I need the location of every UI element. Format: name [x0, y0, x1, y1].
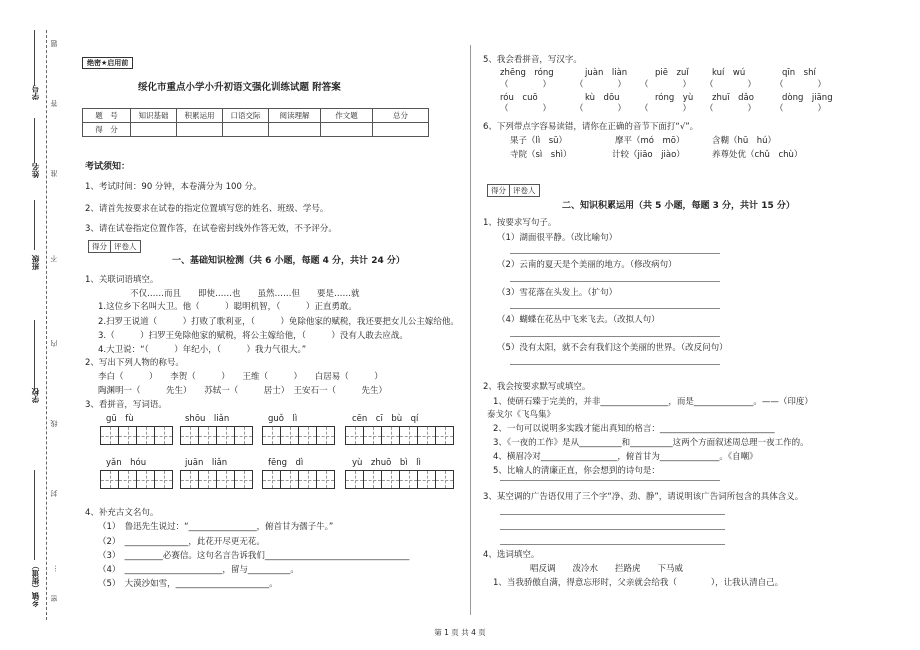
- q5-pinyin: róng yù: [655, 93, 694, 103]
- char-cell[interactable]: [298, 470, 317, 489]
- score-header-cell: 作文题: [321, 109, 373, 123]
- char-grid[interactable]: [345, 470, 453, 489]
- char-cell[interactable]: [280, 470, 299, 489]
- score-header-cell: 阅读理解: [269, 109, 321, 123]
- s2q3-head: 3、某空调的广告语仅用了三个字“净、劲、静”，请说明该广告词所包含的具体含义。: [483, 492, 804, 502]
- answer-paren[interactable]: （ ）: [500, 104, 552, 114]
- notice-heading: 考试须知：: [85, 162, 131, 172]
- char-cell[interactable]: [100, 470, 119, 489]
- s1q4-line: （2） _______________，此花开尽更无花。: [98, 537, 265, 547]
- label-xingming: 姓名: [31, 163, 40, 178]
- pinyin-label: guǒ lì: [268, 414, 298, 424]
- score-header-cell: 知识基础: [131, 109, 177, 123]
- dash-char: 内: [50, 340, 58, 347]
- score-input-cell[interactable]: [373, 123, 429, 137]
- s2q1-item: （2）云南的夏天是个美丽的地方。（修改病句）: [497, 260, 677, 270]
- xingming-blank[interactable]: [34, 118, 35, 163]
- q5-pinyin: zhēng róng: [500, 68, 554, 78]
- secret-badge: 绝密★启用前: [82, 57, 133, 69]
- char-cell[interactable]: [234, 470, 253, 489]
- score-header-cell: 总分: [373, 109, 429, 123]
- answer-paren[interactable]: （ ）: [775, 80, 827, 90]
- notice-item: 3、请在试卷指定位置作答，在试卷密封线外作答无效，不予评分。: [85, 224, 337, 234]
- grader-score-label: 得分: [491, 186, 506, 195]
- q6-item[interactable]: 养尊处优（chǔ chù）: [712, 150, 803, 160]
- answer-paren[interactable]: （ ）: [705, 104, 757, 114]
- q6-item[interactable]: 寺院（sì shì）: [510, 150, 572, 160]
- s2q1-item: （4）蝴蝶在花丛中飞来飞去。（改拟人句）: [497, 315, 660, 325]
- answer-line[interactable]: [500, 480, 720, 481]
- s1q4-line: （4） _______________________，留与__________。: [98, 565, 299, 575]
- q5-head: 5、我会看拼音，写汉字。: [483, 55, 582, 65]
- s2q1-item: （5）没有太阳，就不会有我们这个美丽的世界。（改反问句）: [497, 343, 728, 353]
- answer-line[interactable]: [510, 281, 720, 282]
- grader-reviewer-label: 评卷人: [509, 185, 539, 196]
- pinyin-label: gū fù: [106, 414, 134, 424]
- char-cell[interactable]: [381, 470, 400, 489]
- char-cell[interactable]: [216, 470, 235, 489]
- s2q2-line: 1、使研石臻于完美的，并非________________，而是______________。——（印度）: [493, 397, 813, 407]
- char-cell[interactable]: [154, 426, 173, 445]
- s2q1-head: 1、按要求写句子。: [483, 218, 557, 228]
- s2q2-line: 4、横眉冷对__________________，俯首甘为______________。《自嘲》: [493, 452, 758, 462]
- char-cell[interactable]: [154, 470, 173, 489]
- label-xuexiao: 学校: [31, 388, 40, 403]
- q6-item[interactable]: 摩平（mó mō）: [615, 136, 685, 146]
- s1q1-words: 不仅……而且 即使……也 虽然……但 要是……就: [130, 289, 360, 299]
- char-cell[interactable]: [435, 470, 454, 489]
- s2q2-line: 2、一句可以说明多实践才能出真知的格言：___________________________: [493, 424, 775, 434]
- score-input-cell[interactable]: [223, 123, 269, 137]
- grader-box: [487, 184, 540, 197]
- binding-sidebar: [0, 0, 62, 650]
- answer-line[interactable]: [510, 364, 720, 365]
- char-grid[interactable]: [180, 470, 252, 489]
- score-input-cell[interactable]: [177, 123, 223, 137]
- q6-item[interactable]: 含糊（hū hú）: [712, 136, 777, 146]
- dash-char: 不: [50, 255, 58, 262]
- s2q1-item: （1）湖面很平静。（改比喻句）: [497, 233, 618, 243]
- score-row-header: [83, 109, 429, 123]
- answer-line[interactable]: [500, 544, 725, 545]
- score-header-cell: 题 号: [83, 109, 131, 123]
- s2q1-item: （3）雪花落在头发上。（扩句）: [497, 288, 618, 298]
- answer-line[interactable]: [500, 514, 725, 515]
- char-grid[interactable]: [262, 470, 334, 489]
- char-cell[interactable]: [417, 470, 436, 489]
- char-cell[interactable]: [381, 426, 400, 445]
- score-input-cell[interactable]: [269, 123, 321, 137]
- char-cell[interactable]: [118, 426, 137, 445]
- q5-pinyin: róu cuō: [500, 93, 538, 103]
- dash-char: 准: [50, 170, 58, 177]
- char-cell[interactable]: [363, 470, 382, 489]
- answer-line[interactable]: [500, 529, 725, 530]
- s1q2-row: 李白（ ） 李贺（ ） 王维（ ） 白居易（ ）: [98, 372, 383, 382]
- q6-item[interactable]: 果子（lì sū）: [510, 136, 568, 146]
- char-grid[interactable]: [180, 426, 252, 445]
- dash-char: 题: [50, 40, 58, 47]
- q5-pinyin: qīn shí: [782, 68, 816, 78]
- pinyin-label: shōu liǎn: [185, 414, 230, 424]
- s2q4-line: 1、当我骄傲自满，得意忘形时，父亲就会给我（ ），让我认清自己。: [493, 578, 784, 588]
- char-grid[interactable]: [100, 470, 172, 489]
- s1q4-line: （5） 大漠沙如雪，______________________。: [98, 579, 278, 589]
- char-cell[interactable]: [136, 426, 155, 445]
- notice-item: 2、请首先按要求在试卷的指定位置填写您的姓名、班级、学号。: [85, 204, 329, 214]
- char-cell[interactable]: [345, 470, 364, 489]
- pinyin-label: fēng dì: [268, 458, 304, 468]
- score-input-cell[interactable]: [321, 123, 373, 137]
- pinyin-label: juān liǎn: [185, 458, 228, 468]
- q5-pinyin: dòng jiāng: [782, 93, 833, 103]
- dash-char: …: [50, 565, 58, 572]
- char-cell[interactable]: [345, 426, 364, 445]
- s1q4-line: （3） _________必赛信。这句名言告诉我们__________________________________: [98, 551, 410, 561]
- s2q4-words: 唱反调 泼冷水 拦路虎 下马威: [530, 564, 684, 574]
- s1q2-row: 陶渊明一（ 先生） 苏轼一（ 居士） 王安石一（ 先生）: [98, 386, 388, 396]
- notice-item: 1、考试时间：90 分钟，本卷满分为 100 分。: [85, 182, 262, 192]
- q5-pinyin: juàn liàn: [585, 68, 628, 78]
- xiangzhen-blank[interactable]: [34, 470, 35, 560]
- score-table: [82, 108, 429, 137]
- char-cell[interactable]: [316, 426, 335, 445]
- s1q3-head: 3、看拼音，写词语。: [85, 400, 167, 410]
- seal-line: [46, 30, 47, 620]
- char-cell[interactable]: [417, 426, 436, 445]
- s2q2-line: 5、比喻人的清廉正直，你会想到的诗句是：: [493, 466, 660, 476]
- answer-paren[interactable]: （ ）: [575, 80, 627, 90]
- s2q2-line: 3、《一夜的工作》是从__________和__________这两个方面叙述周总理一夜工作的。: [493, 438, 809, 448]
- char-cell[interactable]: [136, 470, 155, 489]
- answer-paren[interactable]: （ ）: [640, 80, 692, 90]
- column-divider: [470, 45, 471, 615]
- s1q1-head: 1、关联词语填空。: [85, 275, 159, 285]
- q5-pinyin: piē zuǐ: [655, 68, 689, 78]
- char-cell[interactable]: [180, 426, 199, 445]
- answer-paren[interactable]: （ ）: [500, 80, 552, 90]
- page-number: 第 1 页 共 4 页: [434, 628, 486, 637]
- char-cell[interactable]: [180, 470, 199, 489]
- xuexiao-blank[interactable]: [34, 320, 35, 390]
- answer-paren[interactable]: （ ）: [640, 104, 692, 114]
- char-cell[interactable]: [118, 470, 137, 489]
- s2q2-head: 2、我会按要求默写或填空。: [483, 382, 591, 392]
- score-input-cell[interactable]: [131, 123, 177, 137]
- s1q2-head: 2、写出下列人物的称号。: [85, 358, 184, 368]
- s1q4-line: （1） 鲁迅先生说过：“________________，俯首甘为孺子牛。”: [98, 522, 334, 532]
- q5-pinyin: kù dōu: [585, 93, 620, 103]
- section2-title: 二、知识积累运用（共 5 小题，每题 3 分，共计 15 分）: [562, 201, 795, 211]
- score-row-values: [83, 123, 429, 137]
- label-xuehao: 学号: [31, 85, 40, 100]
- grader-score-label: 得分: [92, 242, 107, 251]
- grader-box: [88, 240, 141, 253]
- score-header-cell: 口语交际: [223, 109, 269, 123]
- pinyin-label: cēn cī bù qí: [352, 414, 419, 424]
- score-header-cell: 积累运用: [177, 109, 223, 123]
- char-grid[interactable]: [345, 426, 453, 445]
- char-cell[interactable]: [198, 426, 217, 445]
- char-cell[interactable]: [298, 426, 317, 445]
- label-banji: 班级: [31, 255, 40, 270]
- answer-paren[interactable]: （ ）: [705, 80, 757, 90]
- pinyin-label: yù zhuō bì lì: [352, 458, 421, 468]
- char-cell[interactable]: [399, 426, 418, 445]
- s1q4-head: 4、补充古文名句。: [85, 508, 159, 518]
- q6-item[interactable]: 计较（jiāo jiào）: [612, 150, 685, 160]
- answer-line[interactable]: [510, 253, 720, 254]
- dash-char: 答: [50, 100, 58, 107]
- dash-char: 封: [50, 490, 58, 497]
- banji-blank[interactable]: [34, 200, 35, 250]
- char-cell[interactable]: [316, 470, 335, 489]
- xuehao-blank[interactable]: [34, 30, 35, 85]
- pinyin-label: yǎn hóu: [106, 458, 147, 468]
- char-grid[interactable]: [100, 426, 172, 445]
- page-title: 绥化市重点小学小升初语文强化训练试题 附答案: [138, 82, 341, 93]
- char-cell[interactable]: [262, 470, 281, 489]
- char-cell[interactable]: [280, 426, 299, 445]
- char-cell[interactable]: [100, 426, 119, 445]
- score-label-cell: 得 分: [83, 123, 131, 137]
- s1q1-line: 1.这位乡下名叫大卫。他（ ）聪明机智，（ ）正直勇敢。: [98, 302, 357, 312]
- s1q1-line: 2.扫罗王说道（ ）打败了歌利亚，（ ）免除他家的赋税，我还要把女儿公主嫁给他。: [98, 317, 459, 327]
- answer-paren[interactable]: （ ）: [575, 104, 627, 114]
- char-cell[interactable]: [234, 426, 253, 445]
- grader-reviewer-label: 评卷人: [110, 241, 140, 252]
- char-cell[interactable]: [399, 470, 418, 489]
- answer-paren[interactable]: （ ）: [775, 104, 827, 114]
- char-cell[interactable]: [363, 426, 382, 445]
- answer-line[interactable]: [510, 308, 720, 309]
- s1q1-line: 3.（ ）扫罗王免除他家的赋税，将公主嫁给他，（ ）没有人敢去应战。: [98, 331, 408, 341]
- dash-char: 线: [50, 420, 58, 427]
- section1-title: 一、基础知识检测（共 6 小题，每题 4 分，共计 24 分）: [172, 256, 405, 266]
- dash-char: 密: [50, 595, 58, 602]
- char-cell[interactable]: [198, 470, 217, 489]
- answer-line[interactable]: [510, 336, 720, 337]
- char-cell[interactable]: [262, 426, 281, 445]
- char-cell[interactable]: [435, 426, 454, 445]
- char-grid[interactable]: [262, 426, 334, 445]
- q5-pinyin: zhuī dǎo: [712, 93, 754, 103]
- q6-head: 6、下列带点字容易读错，请你在正确的音节下面打“√”。: [483, 122, 699, 132]
- s2q4-head: 4、选词填空。: [483, 550, 540, 560]
- s1q1-line: 4.大卫说：“（ ）年纪小，（ ）我力气很大。”: [98, 345, 307, 355]
- q5-pinyin: kuí wú: [712, 68, 746, 78]
- char-cell[interactable]: [216, 426, 235, 445]
- s2q2-line: 泰戈尔《飞鸟集》: [487, 410, 556, 420]
- label-xiangzhen: 乡镇（街道）: [31, 562, 40, 607]
